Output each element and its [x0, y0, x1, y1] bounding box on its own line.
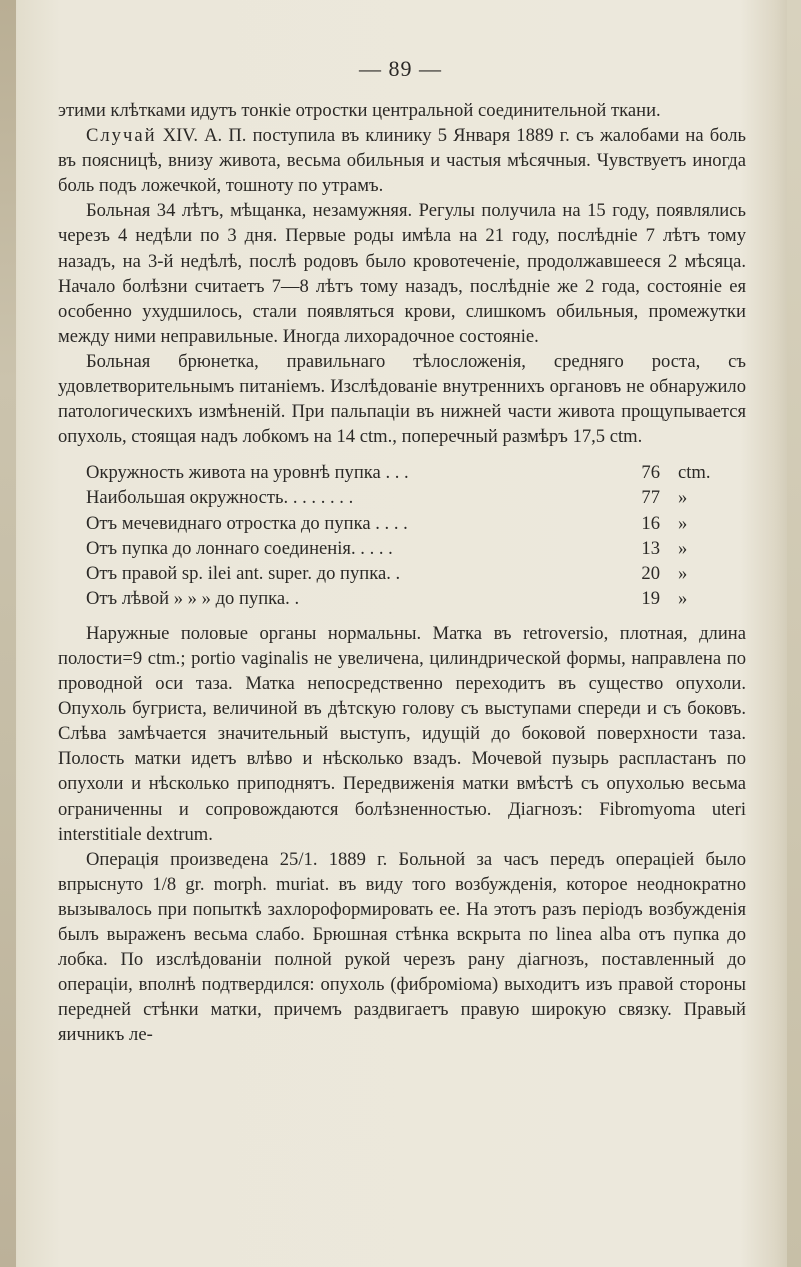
measurement-unit: ctm.: [678, 462, 711, 484]
measurement-label: Отъ правой sp. ilei ant. super. до пупка. .: [86, 562, 401, 584]
measurement-unit: »: [678, 587, 688, 609]
page-number: — 89 —: [359, 56, 442, 81]
measurement-row: [86, 536, 746, 561]
measurement-label: Наибольшая окружность. . . . . . . .: [86, 487, 354, 509]
measurement-value: 19: [641, 587, 660, 609]
measurement-row: [86, 511, 746, 536]
measurement-label: Окружность живота на уровнѣ пупка . . .: [86, 462, 409, 484]
measurement-label: Отъ лѣвой » » » до пупка. .: [86, 587, 300, 609]
measurements-table: [86, 460, 746, 611]
measurement-unit: »: [678, 512, 688, 534]
measurement-value: 76: [641, 462, 660, 484]
paragraph-continuation: этими клѣтками идутъ тонкіе отростки центральной соединительной ткани.: [58, 100, 661, 121]
paragraph-examination: Наружные половые органы нормальны. Матка въ retroversio, плотная, длина полости=9 ctm.; portio vaginalis не увеличена, цилиндрической формы, направлена по проводной оси таза. Матка непосредственно переходитъ въ существо опухоли. Опухоль бугриста, величиной въ дѣтскую голову съ выступами спереди и съ боковъ. Слѣва замѣчается значительный выступъ, идущій до боковой поверхности таза. Полость матки идетъ влѣво и нѣсколько взадъ. Мочевой пузырь распластанъ по опухоли и нѣсколько приподнятъ. Передвиженія матки вмѣстѣ съ опухолью весьма ограниченны и сопровождаются болѣзненностью. Діагнозъ: Fibromyoma uteri interstitiale dextrum.: [58, 622, 746, 845]
measurement-value: 20: [641, 562, 660, 584]
case-label: Случай: [86, 125, 157, 147]
body-text: [58, 98, 746, 1047]
measurement-label: Отъ мечевиднаго отростка до пупка . . . .: [86, 512, 408, 534]
measurement-row: [86, 586, 746, 611]
paragraph-case-heading: [58, 123, 746, 198]
measurement-value: 13: [641, 537, 660, 559]
page-left-edge: [0, 0, 16, 1267]
measurement-value: 16: [641, 512, 660, 534]
paragraph-operation: Операція произведена 25/1. 1889 г. Больной за часъ передъ операціей было впрыснуто 1/8 gr. morph. muriat. въ виду того возбужденія, которое неоднократно вызывалось при попыткѣ захлороформировать ее. На этотъ разъ періодъ возбужденія былъ выраженъ весьма слабо. Брюшная стѣнка вскрыта по linea alba отъ пупка до лобка. По изслѣдованіи полной рукой черезъ рану діагнозъ, поставленный до операціи, вполнѣ подтвердился: опухоль (фиброміома) выходитъ изъ правой стороны передней стѣнки матки, причемъ раздвигаетъ правую широкую связку. Правый яичникъ ле-: [58, 848, 746, 1046]
measurement-unit: »: [678, 487, 688, 509]
measurement-unit: »: [678, 537, 688, 559]
case-intro-text: XIV. А. П. поступила въ клинику 5 Января 1889 г. съ жалобами на боль въ поясницѣ, внизу живота, весьма обильныя и частыя мѣсячныя. Чувствуетъ иногда боль подъ ложечкой, тошноту по утрамъ.: [58, 125, 746, 197]
measurement-value: 77: [641, 487, 660, 509]
page-right-edge: [787, 0, 801, 1267]
paragraph-anamnesis: Больная 34 лѣтъ, мѣщанка, незамужняя. Регулы получила на 15 году, появлялись черезъ 4 недѣли по 3 дня. Первые роды имѣла на 21 году, послѣдніе 7 лѣтъ тому назадъ, на 3-й недѣлѣ, послѣ родовъ было кровотеченіе, продолжавшееся 2 мѣсяца. Начало болѣзни считаетъ 7—8 лѣтъ тому назадъ, послѣдніе же 2 года, состояніе ея особенно ухудшилось, стали появляться крови, слишкомъ обильныя, промежутки между ними неправильные. Иногда лихорадочное состояніе.: [58, 200, 746, 347]
measurement-row: [86, 460, 746, 485]
measurement-label: Отъ пупка до лоннаго соединенія. . . . .: [86, 537, 393, 559]
paragraph-status: Больная брюнетка, правильнаго тѣлосложенія, средняго роста, съ удовлетворительнымъ питаніемъ. Изслѣдованіе внутреннихъ органовъ не обнаружило патологическихъ измѣненій. При пальпаціи въ нижней части живота прощупывается опухоль, стоящая надъ лобкомъ на 14 ctm., поперечный размѣръ 17,5 ctm.: [58, 350, 746, 448]
measurement-row: [86, 485, 746, 510]
measurement-row: [86, 561, 746, 586]
measurement-unit: »: [678, 562, 688, 584]
